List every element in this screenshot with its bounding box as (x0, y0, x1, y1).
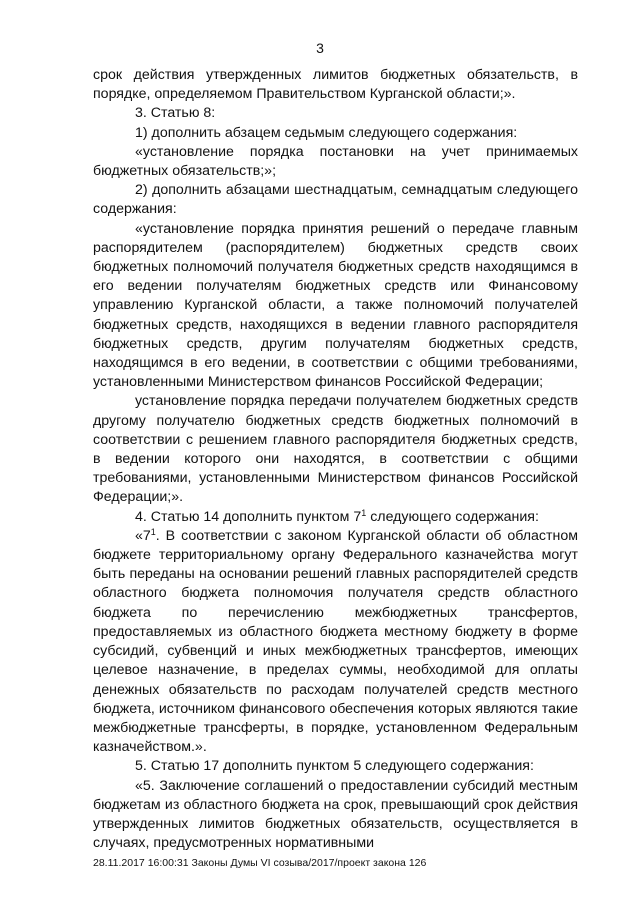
paragraph: 5. Статью 17 дополнить пунктом 5 следующего содержания: (135, 758, 534, 775)
superscript: 1 (361, 507, 367, 518)
paragraph: срок действия утвержденных лимитов бюджетных обязательств, в порядке, определяемом Правительством Курганской области;». (93, 67, 578, 103)
paragraph: 2) дополнить абзацами шестнадцатым, семнадцатым следующего содержания: (93, 182, 578, 218)
paragraph: «5. Заключение соглашений о предоставлении субсидий местным бюджетам из областного бюджета на срок, превышающий срок действия утвержденных лимитов бюджетных обязательств, осуществляется в случаях, предусмотренных нормативными (93, 777, 578, 852)
paragraph-text: «7 (135, 527, 151, 544)
footer-metadata: 28.11.2017 16:00:31 Законы Думы VI созыва/2017/проект закона 126 (93, 857, 427, 869)
paragraph: «установление порядка принятия решений о передаче главным распорядителем (распорядителем) бюджетных средств своих бюджетных полномочий получателя бюджетных средств находящимся в его ведении получателям бюджетных средств или Финансовому управлению Курганской области, а также полномочий получателей бюджетных средств, находящихся в ведении главного распорядителя бюджетных средств, другим получателям бюджетных средств, находящимся в его ведении, в соответствии с общими требованиями, установленными Министерством финансов Российской Федерации; (93, 220, 578, 391)
paragraph-text: 4. Статью 14 дополнить пунктом 7 (135, 508, 362, 525)
superscript: 1 (150, 526, 156, 537)
paragraph: установление порядка передачи получателем бюджетных средств другому получателю бюджетных средств бюджетных полномочий в соответствии с решением главного распорядителя бюджетных средств, в ведении которого они находятся, в соответствии с общими требованиями, установленными Министерством финансов Российской Федерации;». (93, 393, 578, 506)
document-body (93, 66, 578, 853)
paragraph-text: . В соответствии с законом Курганской области об областном бюджете территориальному органу Федерального казначейства могут быть переданы на основании решений главных распорядителей средств областного бюджета полномочия получателя средств областного бюджета по перечислению межбюджетных трансфертов, предоставляемых из областного бюджета местному бюджету в форме субсидий, субвенций и иных межбюджетных трансфертов, имеющих целевое назначение, в пределах суммы, необходимой для оплаты денежных обязательств по расходам получателей средств местного бюджета, источником финансового обеспечения которых являются такие межбюджетные трансферты, в порядке, установленном Федеральным казначейством.». (93, 527, 578, 756)
paragraph (93, 508, 578, 527)
paragraph: 1) дополнить абзацем седьмым следующего содержания: (135, 124, 518, 141)
paragraph: «установление порядка постановки на учет принимаемых бюджетных обязательств;»; (93, 143, 578, 180)
paragraph-text: следующего содержания: (366, 508, 539, 525)
paragraph: 3. Статью 8: (135, 105, 216, 122)
paragraph (93, 527, 578, 757)
page-number: 3 (316, 40, 324, 56)
